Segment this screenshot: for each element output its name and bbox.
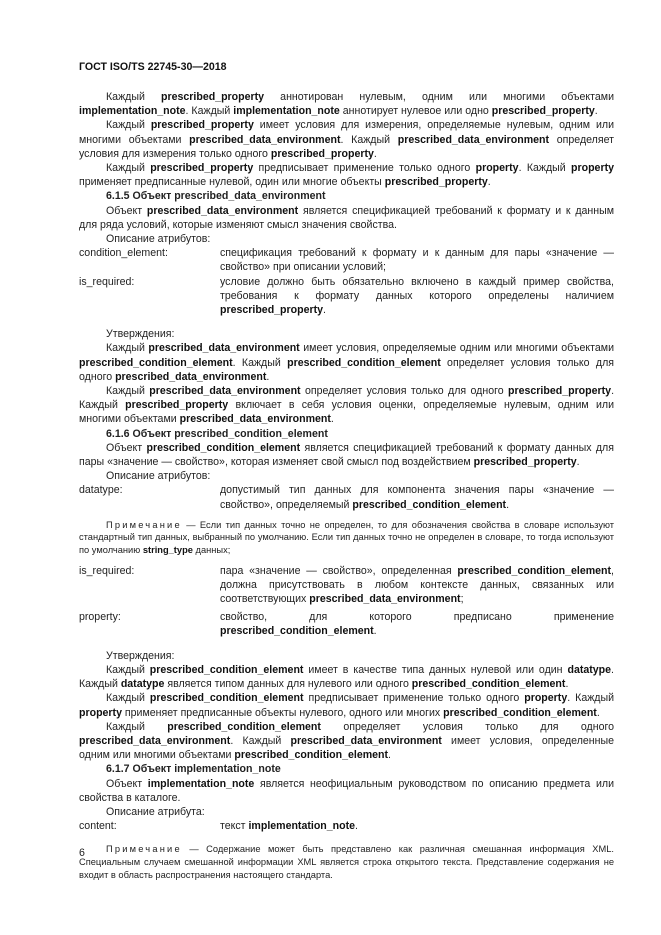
paragraph: Объект implementation_note является неофициальным руководством по описанию предмета или свойства в каталоге. — [79, 777, 614, 804]
note: Примечание — Содержание может быть представлено как различная смешанная информация XML. Специальным случаем смешанной информации XML является строка открытого текста. Представление содержания не входит в область распространения настоящего стандарта. — [79, 844, 614, 880]
attribute-row — [79, 819, 614, 833]
attribute-term: datatype: — [79, 484, 123, 497]
assertions-label: Утверждения: — [106, 649, 175, 662]
attribute-row — [79, 246, 614, 274]
document-body — [79, 90, 614, 881]
attribute-row — [79, 564, 614, 607]
attribute-description: спецификация требований к формату и к данным для пары «значение — свойство» при описании условий; — [220, 247, 614, 274]
paragraph: Каждый prescribed_property предписывает применение только одного property. Каждый property применяет предписанные нулевой, один или многие объекты prescribed_property. — [79, 162, 614, 189]
attribute-description: допустимый тип данных для компонента значения пары «значение — свойство», определяемый prescribed_condition_element. — [220, 484, 614, 511]
attribute-term: is_required: — [79, 564, 135, 577]
attribute-term: content: — [79, 820, 117, 833]
attribute-row — [79, 275, 614, 318]
paragraph: Каждый prescribed_property аннотирован нулевым, одним или многими объектами implementation_note. Каждый implementation_note аннотирует нулевое или одно prescribed_property. — [79, 91, 614, 118]
attributes-label: Описание атрибутов: — [106, 470, 211, 483]
attributes-label: Описание атрибутов: — [106, 233, 211, 246]
attribute-term: condition_element: — [79, 247, 168, 260]
paragraph: Каждый prescribed_condition_element определяет условия только для одного prescribed_data_environment. Каждый prescribed_data_environment имеет условия, определенные одним или многими объектами prescribed_condition_element. — [79, 720, 614, 762]
attribute-term: is_required: — [79, 275, 135, 288]
paragraph: Каждый prescribed_data_environment определяет условия только для одного prescribed_property. Каждый prescribed_property включает в себя условия оценки, определяемые нулевым, одним или многими объектами prescribed_data_environment. — [79, 385, 615, 426]
attribute-row — [79, 483, 614, 511]
attribute-description: условие должно быть обязательно включено в каждый пример свойства, требования к формату данных которого определены наличием prescribed_property. — [220, 275, 614, 317]
note: Примечание — Если тип данных точно не определен, то для обозначения свойства в словаре используют стандартный тип данных, выбранный по умолчанию. Если тип данных точно не определен в словаре, то тогда используют по умолчанию string_type данных; — [79, 519, 614, 556]
attribute-description: пара «значение — свойство», определенная prescribed_condition_element, должна присутствовать в любом контексте данных, связанных или соответствующих prescribed_data_environment; — [220, 564, 614, 606]
attribute-term: property: — [79, 611, 121, 624]
document-header: ГОСТ ISO/TS 22745-30—2018 — [79, 61, 227, 73]
page-number: 6 — [79, 847, 85, 859]
paragraph: Каждый prescribed_property имеет условия для измерения, определяемые нулевым, одним или многими объектами prescribed_data_environment. Каждый prescribed_data_environment определяет условия для измерения только одного prescribed_property. — [79, 119, 614, 160]
paragraph: Объект prescribed_condition_element является спецификацией требований к формату данных для пары «значение — свойство», которая изменяет свой смысл под воздействием prescribed_property. — [79, 441, 614, 469]
attributes-label: Описание атрибута: — [106, 805, 205, 818]
attribute-row — [79, 610, 614, 638]
attribute-description: текст implementation_note. — [220, 820, 358, 833]
paragraph: Каждый prescribed_data_environment имеет условия, определяемые одним или многими объектами prescribed_condition_element. Каждый prescribed_condition_element определяет условия только для одного prescribed_data_environment. — [79, 342, 614, 383]
paragraph: Каждый prescribed_condition_element предписывает применение только одного property. Каждый property применяет предписанные объекты нулевого, одного или многих prescribed_condition_element. — [79, 692, 615, 719]
assertions-label: Утверждения: — [106, 328, 175, 341]
paragraph: Каждый prescribed_condition_element имеет в качестве типа данных нулевой или один datatype. Каждый datatype является типом данных для нулевого или одного prescribed_condition_element. — [79, 663, 614, 691]
section-heading-6-1-7: 6.1.7 Объект implementation_note — [106, 763, 281, 776]
paragraph: Объект prescribed_data_environment является спецификацией требований к формату и к данным для ряда условий, которые изменяют смысл значения свойства. — [79, 204, 614, 231]
attribute-description: свойство, для которого предписано применение prescribed_condition_element. — [220, 611, 614, 638]
section-heading-6-1-6: 6.1.6 Объект prescribed_condition_element — [106, 427, 328, 440]
section-heading-6-1-5: 6.1.5 Объект prescribed_data_environment — [106, 190, 326, 203]
